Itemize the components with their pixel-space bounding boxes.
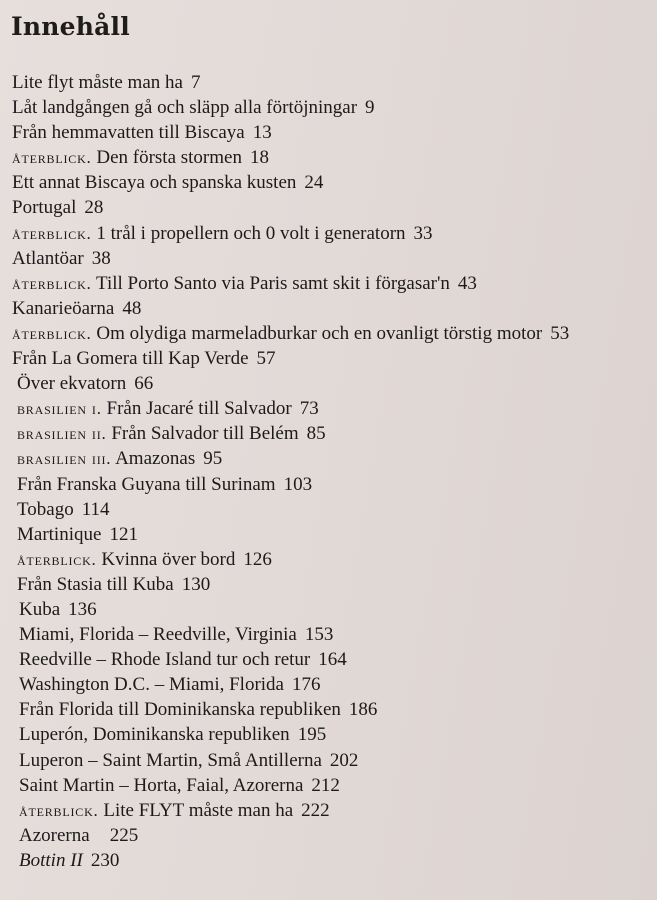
toc-entry-title: Kuba <box>19 598 61 620</box>
toc-entry-prefix: brasilien ii. <box>17 424 107 444</box>
toc-entry-page: 130 <box>181 573 211 595</box>
toc-entry-prefix: återblick. <box>17 549 97 569</box>
toc-entry-title: Över ekvatorn <box>17 373 127 395</box>
toc-entry-page: 186 <box>348 699 378 721</box>
toc-entry-title: Luperón, Dominikanska republiken <box>19 724 290 746</box>
toc-entry <box>12 823 652 848</box>
toc-entry <box>12 722 652 747</box>
toc-entry <box>12 145 652 170</box>
toc-entry-title: Saint Martin – Horta, Faial, Azorerna <box>19 774 304 796</box>
toc-entry-page: 53 <box>550 322 570 344</box>
toc-entry <box>12 296 652 321</box>
toc-entry-title: Från La Gomera till Kap Verde <box>12 348 249 370</box>
toc-entry-page: 57 <box>256 348 276 370</box>
toc-entry-page: 136 <box>68 598 97 620</box>
toc-entry <box>12 597 652 622</box>
toc-entry-prefix: återblick. <box>19 800 99 820</box>
page-title: Innehåll <box>11 12 130 41</box>
toc-entry-title: Reedville – Rhode Island tur och retur <box>19 649 311 671</box>
toc-entry-title: Ett annat Biscaya och spanska kusten <box>12 172 297 194</box>
toc-entry-page: 195 <box>297 724 327 746</box>
toc-entry-page: 43 <box>457 272 477 294</box>
toc-entry <box>12 547 652 572</box>
toc-entry-title: Atlantöar <box>12 247 84 269</box>
toc-entry-prefix: återblick. <box>12 323 92 343</box>
toc-entry <box>12 346 652 371</box>
toc-entry <box>12 70 652 95</box>
toc-entry-page: 73 <box>299 398 319 420</box>
toc-entry <box>12 572 652 597</box>
toc-entry-title: Kvinna över bord <box>101 548 236 570</box>
toc-entry <box>12 848 652 873</box>
toc-entry <box>12 246 652 271</box>
toc-entry <box>12 271 652 296</box>
toc-entry-page: 18 <box>249 147 269 169</box>
toc-entry-page: 103 <box>283 473 313 495</box>
toc-entry-title: Amazonas <box>115 448 196 470</box>
toc-entry <box>12 421 652 446</box>
toc-entry-page: 13 <box>252 122 272 144</box>
toc-entry-title: 1 trål i propellern och 0 volt i generatorn <box>96 222 406 244</box>
toc-entry-title: Den första stormen <box>96 147 242 169</box>
toc-entry-title: Tobago <box>17 498 74 520</box>
toc-entry-title: Luperon – Saint Martin, Små Antillerna <box>19 749 322 771</box>
toc-entry <box>12 446 652 471</box>
toc-entry-prefix: återblick. <box>12 148 92 168</box>
toc-entry <box>12 748 652 773</box>
toc-entry-title: Från hemmavatten till Biscaya <box>12 122 245 144</box>
toc-entry <box>12 522 652 547</box>
toc-entry-page: 230 <box>90 849 120 871</box>
toc-entry-page: 164 <box>318 649 347 671</box>
toc-entry-title: Från Jacaré till Salvador <box>106 398 292 420</box>
toc-entry <box>12 798 652 823</box>
toc-entry <box>12 396 652 421</box>
toc-entry <box>12 170 652 195</box>
toc-entry-page: 126 <box>243 548 272 570</box>
toc-entry-page: 7 <box>190 72 201 93</box>
toc-entry-page: 9 <box>365 97 375 119</box>
toc-entry <box>12 221 652 246</box>
toc-entry-page: 95 <box>203 448 223 470</box>
toc-entry-page: 38 <box>91 247 111 269</box>
toc-entry-page: 212 <box>311 774 340 796</box>
toc-entry <box>12 773 652 798</box>
toc-entry <box>12 497 652 522</box>
toc-entry-prefix: brasilien iii. <box>17 449 112 469</box>
toc-entry-title: Miami, Florida – Reedville, Virginia <box>19 624 297 646</box>
toc-entry-page: 176 <box>292 674 321 696</box>
toc-entry-page: 66 <box>134 373 154 395</box>
toc-entry-title: Lite FLYT måste man ha <box>103 799 294 821</box>
toc-entry-title: Från Salvador till Belém <box>111 423 299 445</box>
toc-entry-prefix: brasilien i. <box>17 399 102 419</box>
toc-entry <box>12 321 652 346</box>
toc-entry-title: Azorerna <box>19 824 90 846</box>
toc-entry-title: Washington D.C. – Miami, Florida <box>19 674 284 696</box>
toc-entry <box>12 672 652 697</box>
toc-entry <box>12 371 652 396</box>
toc-entry <box>12 472 652 497</box>
toc-entry-title: Bottin II <box>19 849 83 871</box>
toc-entry <box>12 622 652 647</box>
toc-entry <box>12 697 652 722</box>
toc-entry-page: 202 <box>329 749 359 771</box>
toc-entry-title: Till Porto Santo via Paris samt skit i förgasar'n <box>96 272 450 294</box>
toc-entry-page: 121 <box>109 523 138 545</box>
toc-entry-page: 153 <box>304 624 334 646</box>
toc-entry-title: Lite flyt måste man ha <box>12 72 183 93</box>
toc-entry-title: Portugal <box>12 197 77 219</box>
toc-entry-page: 222 <box>301 799 330 821</box>
toc-entry-page: 225 <box>109 824 139 846</box>
toc-entry-page: 24 <box>304 172 324 194</box>
toc-entry-page: 28 <box>84 197 104 219</box>
toc-entry-prefix: återblick. <box>12 273 92 293</box>
toc-entry-title: Om olydiga marmeladburkar och en ovanligt törstig motor <box>96 322 543 344</box>
toc-entry-title: Från Franska Guyana till Surinam <box>17 473 276 495</box>
toc-entry <box>12 120 652 145</box>
toc-entry <box>12 95 652 120</box>
toc-entry-title: Kanarieöarna <box>12 297 115 319</box>
toc-entry-title: Låt landgången gå och släpp alla förtöjningar <box>12 97 358 119</box>
toc-entry <box>12 647 652 672</box>
toc-entry-title: Martinique <box>17 523 102 545</box>
toc-entry-title: Från Florida till Dominikanska republiken <box>19 699 341 721</box>
toc-entry-title: Från Stasia till Kuba <box>17 573 174 595</box>
toc-list <box>12 70 652 873</box>
toc-entry-page: 85 <box>306 423 326 445</box>
toc-entry-page: 33 <box>413 222 433 244</box>
toc-entry-prefix: återblick. <box>12 223 92 243</box>
toc-entry <box>12 195 652 220</box>
toc-entry-page: 114 <box>81 498 110 520</box>
toc-entry-page: 48 <box>122 297 142 319</box>
